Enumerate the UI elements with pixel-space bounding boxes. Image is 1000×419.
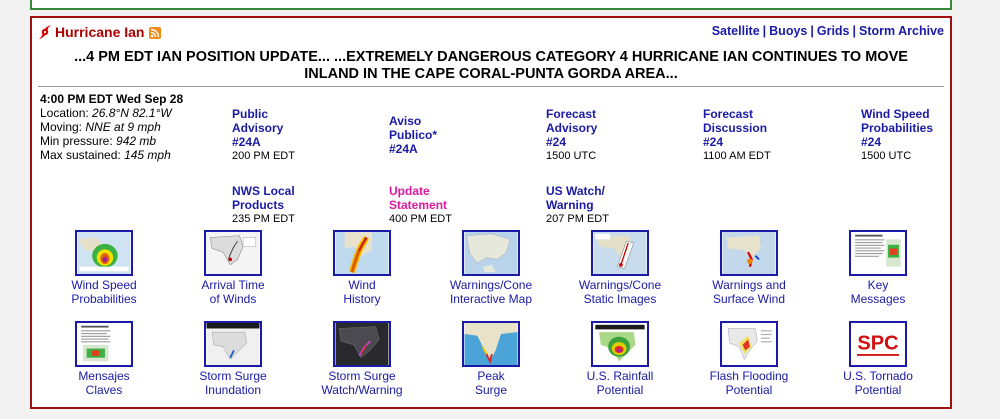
us-watch-warning-time: 207 PM EDT [546, 213, 609, 225]
update-statement-link[interactable]: Update Statement [389, 184, 448, 212]
headline-line-2: INLAND IN THE CAPE CORAL-PUNTA GORDA AREA... [304, 66, 678, 82]
tile-label: Arrival Time of Winds [201, 278, 265, 306]
product-nws-local [232, 184, 295, 226]
tile-tornado-potential[interactable] [828, 321, 928, 397]
interactive-map-icon[interactable] [462, 230, 520, 276]
cone-map-icon[interactable] [591, 230, 649, 276]
tile-wind-speed-probabilities[interactable] [54, 230, 154, 306]
surge-warning-map-icon[interactable] [333, 321, 391, 367]
tile-label: Key Messages [850, 278, 906, 306]
surge-inundation-map-icon[interactable] [204, 321, 262, 367]
nav-separator: | [852, 24, 857, 38]
tile-label: Storm Surge Watch/Warning [321, 369, 403, 397]
headline [32, 49, 950, 83]
nav-separator: | [810, 24, 814, 38]
status-time: 4:00 PM EDT Wed Sep 28 [40, 92, 184, 106]
tile-interactive-map[interactable] [441, 230, 541, 306]
storm-name-link[interactable]: Hurricane Ian [55, 24, 145, 40]
tile-storm-surge-warning[interactable] [312, 321, 412, 397]
public-advisory-time: 200 PM EDT [232, 150, 295, 162]
product-wind-probabilities [861, 107, 933, 163]
surface-wind-map-icon[interactable] [720, 230, 778, 276]
nav-buoys[interactable]: Buoys [769, 24, 808, 38]
moving-label: Moving: [40, 120, 83, 134]
key-messages-doc-icon[interactable] [849, 230, 907, 276]
wind-history-map-icon[interactable] [333, 230, 391, 276]
pressure-value: 942 mb [116, 134, 157, 148]
forecast-advisory-time: 1500 UTC [546, 150, 597, 162]
tile-wind-history[interactable] [312, 230, 412, 306]
storm-status [40, 92, 183, 162]
arrival-time-map-icon[interactable] [204, 230, 262, 276]
wind-probabilities-text-link[interactable]: Wind Speed Probabilities #24 [861, 107, 934, 149]
update-statement-time: 400 PM EDT [389, 213, 452, 225]
product-update-statement [389, 184, 452, 226]
location-label: Location: [40, 106, 89, 120]
tile-label: Warnings and Surface Wind [712, 278, 786, 306]
spc-logo-text: SPC [857, 332, 899, 355]
tile-label: Warnings/Cone Static Images [578, 278, 662, 306]
product-forecast-discussion [703, 107, 771, 163]
aviso-publico-link[interactable]: Aviso Publico* #24A [389, 114, 438, 156]
storm-header [38, 23, 161, 41]
rainfall-map-icon[interactable] [591, 321, 649, 367]
tile-storm-surge-inundation[interactable] [183, 321, 283, 397]
tile-label: U.S. Rainfall Potential [586, 369, 654, 397]
tile-rainfall-potential[interactable] [570, 321, 670, 397]
nav-storm-archive[interactable]: Storm Archive [859, 24, 944, 38]
pressure-label: Min pressure: [40, 134, 113, 148]
product-aviso-publico [389, 114, 437, 156]
forecast-discussion-link[interactable]: Forecast Discussion #24 [703, 107, 768, 149]
tile-label: Storm Surge Inundation [199, 369, 267, 397]
tile-warnings-surface-wind[interactable] [699, 230, 799, 306]
tile-label: Warnings/Cone Interactive Map [449, 278, 533, 306]
tile-label: Flash Flooding Potential [709, 369, 789, 397]
tile-label: Wind History [343, 278, 381, 306]
product-forecast-advisory [546, 107, 597, 163]
product-us-watch-warning [546, 184, 609, 226]
tile-label: Mensajes Claves [78, 369, 130, 397]
product-public-advisory [232, 107, 295, 163]
location-value: 26.8°N 82.1°W [92, 106, 172, 120]
previous-panel-edge [30, 0, 952, 10]
nav-separator: | [762, 24, 767, 38]
peak-surge-map-icon[interactable] [462, 321, 520, 367]
moving-value: NNE at 9 mph [85, 120, 161, 134]
rss-feed-icon[interactable] [149, 26, 161, 38]
tile-peak-surge[interactable] [441, 321, 541, 397]
winds-value: 145 mph [124, 148, 171, 162]
hurricane-icon [38, 24, 52, 40]
tile-label: U.S. Tornado Potential [843, 369, 913, 397]
nws-local-products-time: 235 PM EDT [232, 213, 295, 225]
tile-mensajes-claves[interactable] [54, 321, 154, 397]
flash-flood-map-icon[interactable] [720, 321, 778, 367]
tile-cone-static[interactable] [570, 230, 670, 306]
winds-label: Max sustained: [40, 148, 121, 162]
storm-nav [712, 24, 944, 38]
tile-label: Peak Surge [474, 369, 508, 397]
forecast-discussion-time: 1100 AM EDT [703, 150, 771, 162]
tile-key-messages[interactable] [828, 230, 928, 306]
headline-line-1: ...4 PM EDT IAN POSITION UPDATE... ...EXTREMELY DANGEROUS CATEGORY 4 HURRICANE IAN CONTINUES TO MOVE [74, 49, 908, 65]
divider [38, 86, 944, 87]
tile-flash-flooding[interactable] [699, 321, 799, 397]
nav-satellite[interactable]: Satellite [711, 24, 760, 38]
wind-probability-map-icon[interactable] [75, 230, 133, 276]
wind-probabilities-time: 1500 UTC [861, 150, 912, 162]
storm-panel [30, 16, 952, 409]
spc-logo-icon[interactable] [849, 321, 907, 367]
forecast-advisory-link[interactable]: Forecast Advisory #24 [546, 107, 598, 149]
tile-arrival-time[interactable] [183, 230, 283, 306]
nav-grids[interactable]: Grids [816, 24, 850, 38]
us-watch-warning-link[interactable]: US Watch/ Warning [546, 184, 605, 212]
mensajes-doc-icon[interactable] [75, 321, 133, 367]
tile-label: Wind Speed Probabilities [71, 278, 137, 306]
nws-local-products-link[interactable]: NWS Local Products [232, 184, 295, 212]
public-advisory-link[interactable]: Public Advisory #24A [232, 107, 284, 149]
